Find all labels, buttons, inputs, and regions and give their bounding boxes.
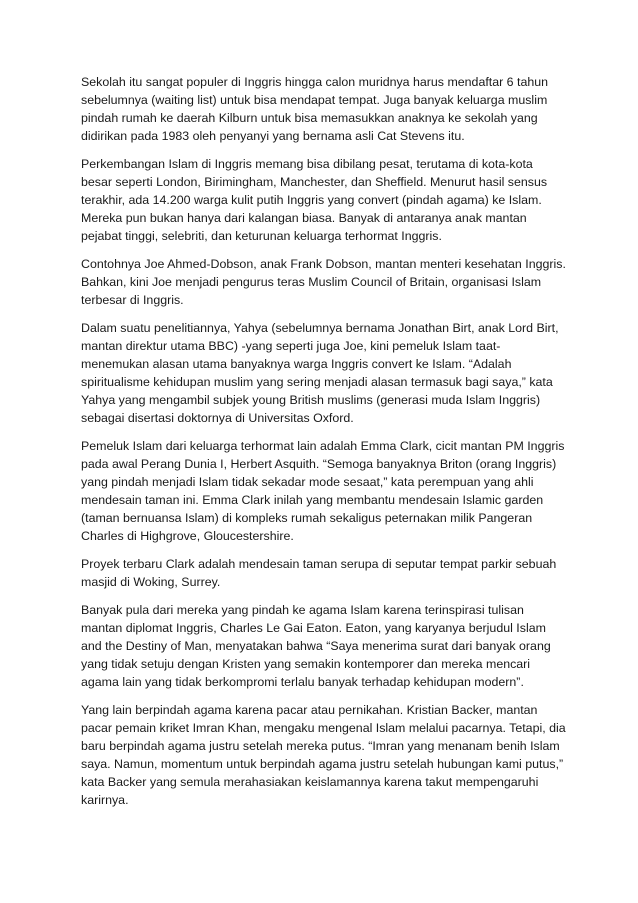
document-body <box>81 73 567 819</box>
paragraph: Sekolah itu sangat populer di Inggris hingga calon muridnya harus mendaftar 6 tahun sebelumnya (waiting list) untuk bisa mendapat tempat. Juga banyak keluarga muslim pindah rumah ke daerah Kilburn untuk bisa memasukkan anaknya ke sekolah yang didirikan pada 1983 oleh penyanyi yang bernama asli Cat Stevens itu. <box>81 75 549 143</box>
paragraph: Contohnya Joe Ahmed-Dobson, anak Frank Dobson, mantan menteri kesehatan Inggris. Bahkan, kini Joe menjadi pengurus teras Muslim Council of Britain, organisasi Islam terbesar di Inggris. <box>81 257 566 307</box>
paragraph: Yang lain berpindah agama karena pacar atau pernikahan. Kristian Backer, mantan pacar pemain kriket Imran Khan, mengaku mengenal Islam melalui pacarnya. Tetapi, dia baru berpindah agama justru setelah mereka putus. “Imran yang menanam benih Islam saya. Namun, momentum untuk berpindah agama justru setelah hubungan kami putus,” kata Backer yang semula merahasiakan keislamannya karena takut mempengaruhi karirnya. <box>81 703 566 807</box>
paragraph: Dalam suatu penelitiannya, Yahya (sebelumnya bernama Jonathan Birt, anak Lord Birt, mantan direktur utama BBC) -yang seperti juga Joe, kini pemeluk Islam taat- menemukan alasan utama banyaknya warga Inggris convert ke Islam. “Adalah spiritualisme kehidupan muslim yang sering menjadi alasan termasuk bagi saya,” kata Yahya yang mengambil subjek young British muslims (generasi muda Islam Inggris) sebagai disertasi doktornya di Universitas Oxford. <box>81 321 559 425</box>
paragraph: Perkembangan Islam di Inggris memang bisa dibilang pesat, terutama di kota-kota besar seperti London, Birimingham, Manchester, dan Sheffield. Menurut hasil sensus terakhir, ada 14.200 warga kulit putih Inggris yang convert (pindah agama) ke Islam. Mereka pun bukan hanya dari kalangan biasa. Banyak di antaranya anak mantan pejabat tinggi, selebriti, dan keturunan keluarga terhormat Inggris. <box>81 157 548 243</box>
paragraph: Banyak pula dari mereka yang pindah ke agama Islam karena terinspirasi tulisan mantan diplomat Inggris, Charles Le Gai Eaton. Eaton, yang karyanya berjudul Islam and the Destiny of Man, menyatakan bahwa “Saya menerima surat dari banyak orang yang tidak setuju dengan Kristen yang semakin kontemporer dan mereka mencari agama lain yang tidak berkompromi terlalu banyak terhadap kehidupan modern”. <box>81 603 551 689</box>
paragraph: Proyek terbaru Clark adalah mendesain taman serupa di seputar tempat parkir sebuah masjid di Woking, Surrey. <box>81 557 557 589</box>
paragraph: Pemeluk Islam dari keluarga terhormat lain adalah Emma Clark, cicit mantan PM Inggris pada awal Perang Dunia I, Herbert Asquith. “Semoga banyaknya Briton (orang Inggris) yang pindah menjadi Islam tidak sekadar mode sesaat,” kata perempuan yang ahli mendesain taman ini. Emma Clark inilah yang membantu mendesain Islamic garden (taman bernuansa Islam) di kompleks rumah sekaligus peternakan milik Pangeran Charles di Highgrove, Gloucestershire. <box>81 439 565 543</box>
